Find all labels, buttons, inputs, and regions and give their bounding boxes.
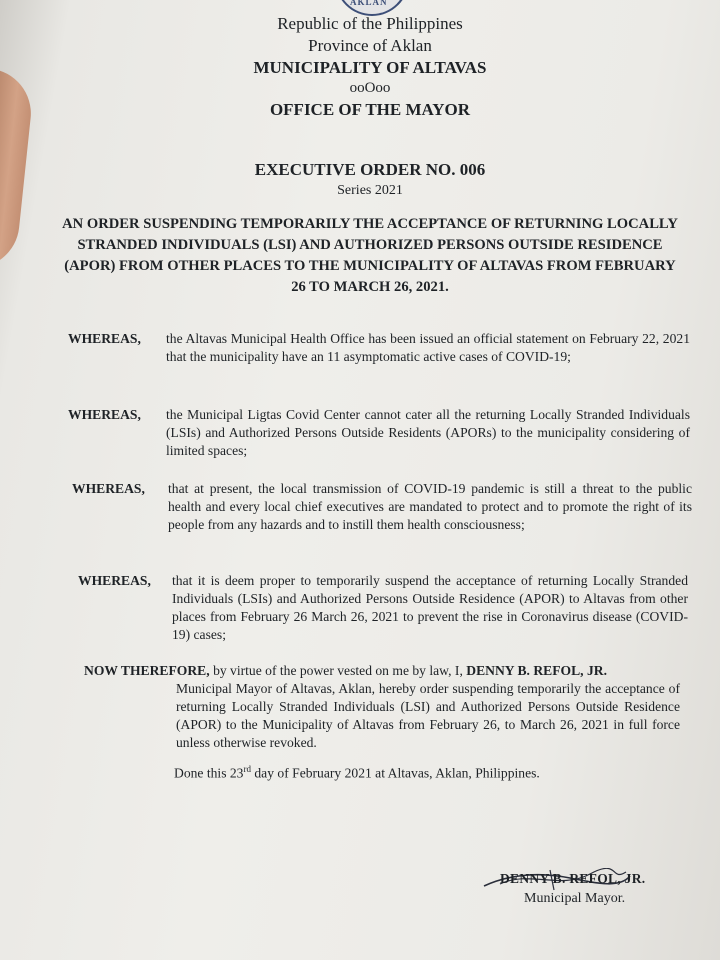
- now-therefore-first-line: [84, 662, 680, 680]
- seal-text: AKLAN: [350, 0, 388, 7]
- title-line: STRANDED INDIVIDUALS (LSI) AND AUTHORIZED PERSONS OUTSIDE RESIDENCE: [77, 237, 663, 253]
- ornament: ooOoo: [349, 80, 391, 96]
- clause-text: the Municipal Ligtas Covid Center cannot cater all the returning Locally Stranded Individuals (LSIs) and Authorized Persons Outside Residents (APORs) to the municipality considering of limited spaces;: [166, 407, 690, 458]
- order-title: [0, 214, 720, 298]
- done-line: [174, 760, 540, 783]
- now-therefore-text: Municipal Mayor of Altavas, Aklan, hereby order suspending temporarily the acceptance of returning Locally Stranded Individuals (LSI) and Authorized Persons Outside Residence (APOR) to the Municipality of Altavas from February 26, to March 26, 2021 in full force unless otherwise revoked.: [176, 681, 680, 750]
- now-therefore-lead: by virtue of the power vested on me by law, I,: [213, 663, 463, 678]
- mayor-name: DENNY B. REFOL, JR.: [466, 663, 607, 678]
- whereas-keyword: WHEREAS,: [78, 573, 151, 588]
- now-therefore-keyword: NOW THEREFORE,: [84, 663, 210, 678]
- title-line: AN ORDER SUSPENDING TEMPORARILY THE ACCEPTANCE OF RETURNING LOCALLY: [62, 216, 678, 232]
- clause-text: that at present, the local transmission of COVID-19 pandemic is still a threat to the public health and every local chief executives are mandated to protect and to promote the right of its people from any hazards and to instill them health consciousness;: [168, 481, 692, 532]
- signature-title: Municipal Mayor.: [524, 891, 626, 906]
- clause-text: that it is deem proper to temporarily suspend the acceptance of returning Locally Stranded Individuals (LSIs) and Authorized Persons Outside Residence (APOR) to Altavas from other places from February 26 March 26, 2021 to prevent the rise in Coronavirus disease (COVID-19) cases;: [172, 573, 688, 642]
- order-series: Series 2021: [337, 183, 403, 198]
- title-line: (APOR) FROM OTHER PLACES TO THE MUNICIPALITY OF ALTAVAS FROM FEBRUARY: [64, 258, 676, 274]
- signature-name: DENNY B. REFOL, JR.: [500, 871, 646, 886]
- done-post: day of February 2021 at Altavas, Aklan, Philippines.: [250, 765, 540, 781]
- whereas-keyword: WHEREAS,: [72, 481, 145, 496]
- done-sup: rd: [243, 764, 251, 774]
- order-number: EXECUTIVE ORDER NO. 006: [254, 160, 486, 179]
- title-line: 26 TO MARCH 26, 2021.: [291, 279, 449, 295]
- done-pre: Done this 23: [174, 765, 244, 781]
- municipality-line: MUNICIPALITY OF ALTAVAS: [253, 58, 487, 77]
- republic-line: Republic of the Philippines: [277, 14, 463, 33]
- whereas-keyword: WHEREAS,: [68, 407, 141, 422]
- office-line: OFFICE OF THE MAYOR: [269, 100, 471, 119]
- province-line: Province of Aklan: [308, 36, 432, 55]
- clause-text: the Altavas Municipal Health Office has been issued an official statement on February 22, 2021 that the municipality have an 11 asymptomatic active cases of COVID-19;: [166, 331, 690, 364]
- whereas-keyword: WHEREAS,: [68, 331, 141, 346]
